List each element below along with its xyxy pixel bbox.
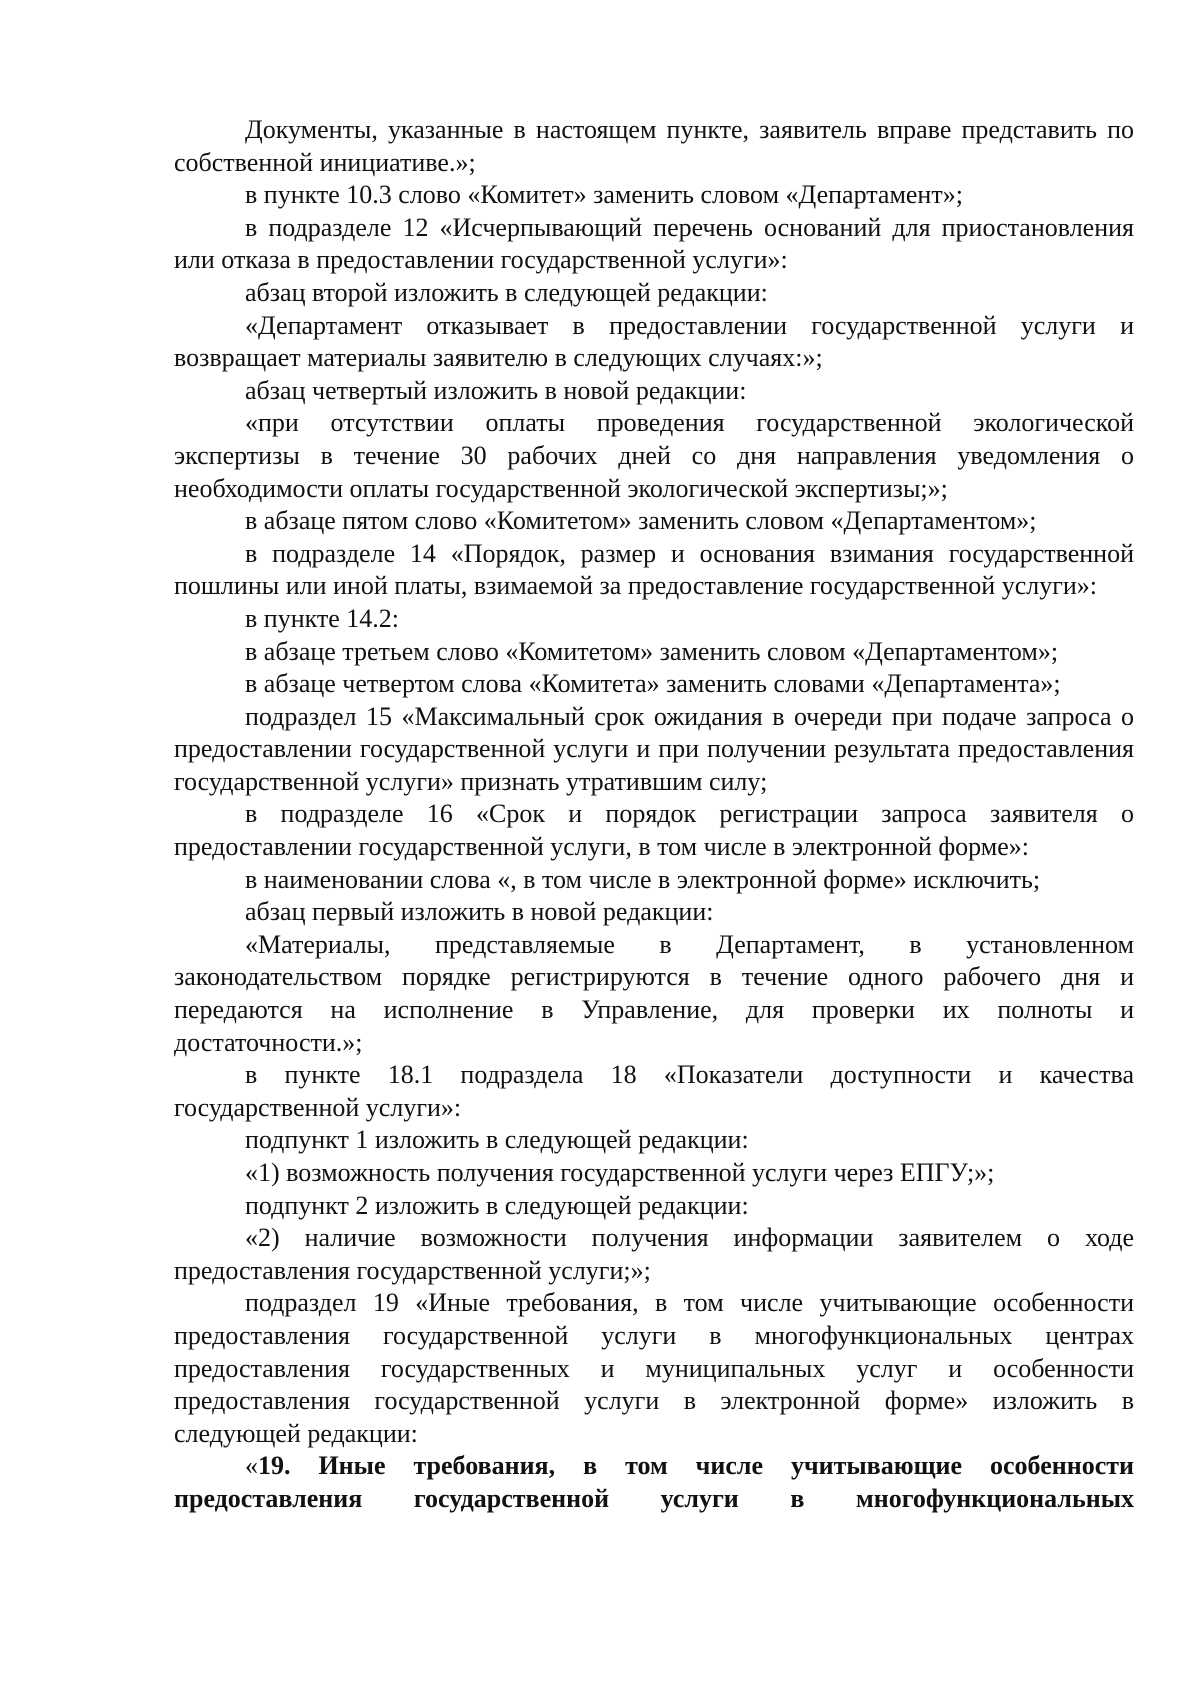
paragraph: «1) возможность получения государственной услуги через ЕПГУ;»; [245, 1158, 995, 1187]
paragraph: абзац первый изложить в новой редакции: [245, 897, 714, 927]
paragraph: подпункт 2 изложить в следующей редакции: [245, 1190, 749, 1220]
paragraph: в пункте 10.3 слово «Комитет» заменить словом «Департамент»; [245, 180, 963, 210]
paragraph: в абзаце четвертом слова «Комитета» заменить словами «Департамента»; [245, 669, 1061, 699]
paragraph: подраздел 19 «Иные требования, в том числе учитывающие особенности предоставления государственной услуги в многофункциональных центрах предоставления государственных и муниципальных услуг и особенности предоставления государственной услуги в электронной форме» изложить в следующей редакции: [174, 1288, 1134, 1448]
paragraph: в абзаце пятом слово «Комитетом» заменить словом «Департаментом»; [245, 506, 1037, 536]
paragraph: в пункте 18.1 подраздела 18 «Показатели доступности и качества государственной услуги»: [174, 1060, 1134, 1122]
paragraph: «при отсутствии оплаты проведения государственной экологической экспертизы в течение 30 рабочих дней со дня направления уведомления о необходимости оплаты государственной экологической экспертизы;»; [174, 408, 1134, 503]
paragraph: Документы, указанные в настоящем пункте, заявитель вправе представить по собственной инициативе.»; [174, 115, 1134, 177]
paragraph: в подразделе 14 «Порядок, размер и основания взимания государственной пошлины или иной платы, взимаемой за предоставление государственной услуги»: [174, 538, 1134, 601]
paragraph: абзац четвертый изложить в новой редакции: [245, 375, 747, 405]
paragraph: «Материалы, представляемые в Департамент, в установленном законодательством порядке регистрируются в течение одного рабочего дня и передаются на исполнение в Управление, для проверки их полноты и достаточности.»; [174, 929, 1134, 1057]
paragraph: «Департамент отказывает в предоставлении государственной услуги и возвращает материалы заявителю в следующих случаях:»; [174, 310, 1134, 373]
paragraph: в абзаце третьем слово «Комитетом» заменить словом «Департаментом»; [245, 636, 1059, 666]
paragraph: абзац второй изложить в следующей редакции: [245, 277, 768, 307]
document-page [174, 114, 1134, 1516]
heading-text: 19. Иные требования, в том числе учитывающие особенности предоставления государственной услуги в многофункциональных [174, 1451, 1134, 1513]
section-heading [174, 1450, 1134, 1515]
paragraph: подраздел 15 «Максимальный срок ожидания в очереди при подаче запроса о предоставлении государственной услуги и при получении результата предоставления государственной услуги» признать утратившим силу; [174, 701, 1134, 796]
paragraph: в подразделе 12 «Исчерпывающий перечень оснований для приостановления или отказа в предоставлении государственной услуги»: [174, 212, 1134, 275]
paragraph: «2) наличие возможности получения информации заявителем о ходе предоставления государственной услуги;»; [174, 1223, 1134, 1285]
paragraph: в подразделе 16 «Срок и порядок регистрации запроса заявителя о предоставлении государственной услуги, в том числе в электронной форме»: [174, 799, 1134, 862]
paragraph: в наименовании слова «, в том числе в электронной форме» исключить; [245, 864, 1041, 894]
paragraph: в пункте 14.2: [245, 603, 400, 633]
heading-open-quote: « [245, 1451, 258, 1481]
paragraph: подпункт 1 изложить в следующей редакции: [245, 1125, 749, 1155]
